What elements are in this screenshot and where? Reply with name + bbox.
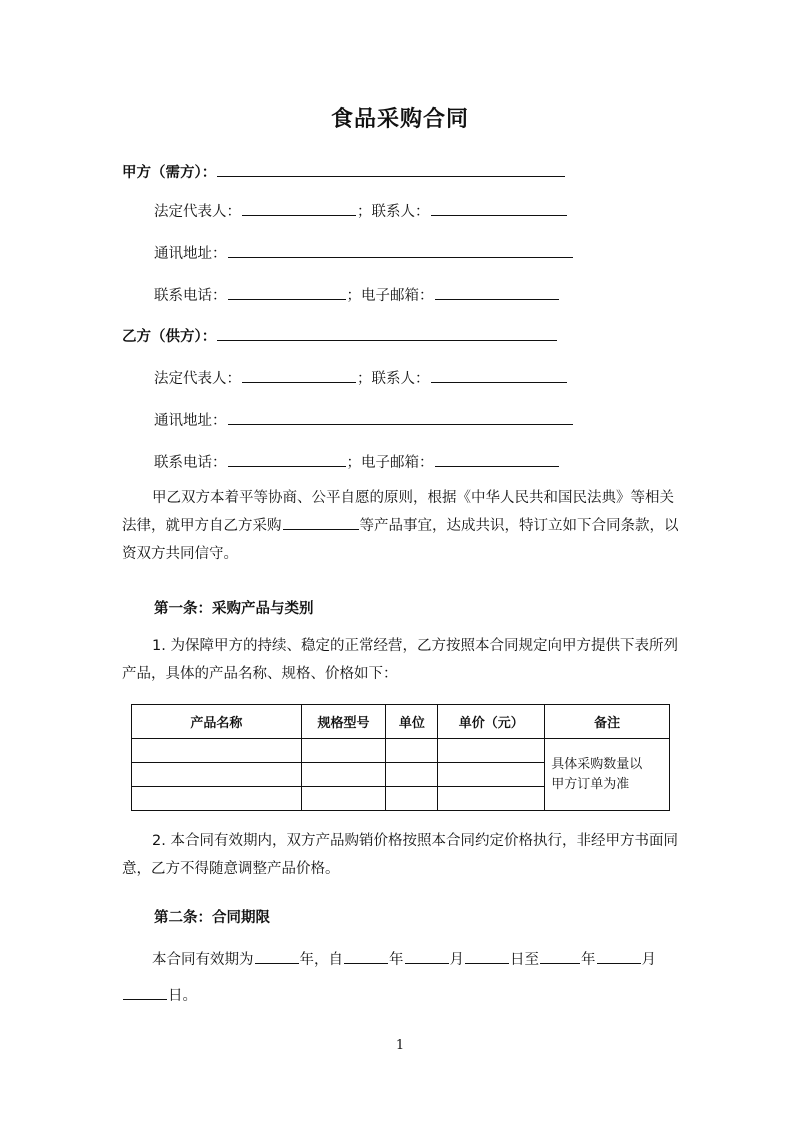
party-b-email-label: ；电子邮箱： bbox=[346, 455, 434, 471]
table-cell[interactable] bbox=[301, 739, 386, 763]
remarks-note-line2: 甲方订单为准 bbox=[551, 776, 630, 792]
party-b-name-blank[interactable] bbox=[217, 326, 557, 341]
header-unit: 单位 bbox=[386, 705, 438, 739]
table-cell[interactable] bbox=[301, 787, 386, 811]
article1-clause1: 1. 为保障甲方的持续、稳定的正常经营，乙方按照本合同规定向甲方提供下表所列产品，具体的产品名称、规格、价格如下： bbox=[122, 638, 678, 682]
party-a-phone-blank[interactable] bbox=[228, 285, 346, 300]
header-remarks: 备注 bbox=[545, 705, 670, 739]
party-a-heading: 甲方（需方）： bbox=[122, 165, 217, 181]
term-text-e: 日至 bbox=[510, 952, 539, 968]
start-year-blank[interactable] bbox=[344, 949, 388, 964]
party-b-phone-line bbox=[154, 451, 560, 472]
party-b-phone-blank[interactable] bbox=[228, 452, 346, 467]
header-spec-model: 规格型号 bbox=[301, 705, 386, 739]
article1-clause2: 2. 本合同有效期内，双方产品购销价格按照本合同约定价格执行，非经甲方书面同意，乙方不得随意调整产品价格。 bbox=[122, 833, 678, 877]
product-name-blank[interactable] bbox=[283, 515, 359, 530]
start-month-blank[interactable] bbox=[405, 949, 449, 964]
intro-text-part1: 甲乙双方本着平等协商、公平自愿的原则，根据《中华人民共和国民法典》等相关法律，就甲方自乙方采购 bbox=[122, 490, 674, 534]
table-cell[interactable] bbox=[386, 739, 438, 763]
table-cell[interactable] bbox=[132, 787, 302, 811]
start-day-blank[interactable] bbox=[465, 949, 509, 964]
term-text-f: 年 bbox=[581, 952, 596, 968]
document-title: 食品采购合同 bbox=[330, 107, 469, 132]
table-cell[interactable] bbox=[438, 763, 545, 787]
table-header-row bbox=[132, 705, 670, 739]
table-cell[interactable] bbox=[386, 763, 438, 787]
intro-paragraph bbox=[122, 484, 682, 568]
table-cell[interactable] bbox=[386, 787, 438, 811]
party-b-contact-label: ；联系人： bbox=[357, 371, 430, 387]
table-cell[interactable] bbox=[132, 763, 302, 787]
party-b-email-blank[interactable] bbox=[435, 452, 559, 467]
party-a-legal-rep-label: 法定代表人： bbox=[154, 204, 241, 220]
term-years-blank[interactable] bbox=[255, 949, 299, 964]
article2-term-paragraph bbox=[122, 942, 682, 1014]
party-a-address-label: 通讯地址： bbox=[154, 246, 227, 262]
party-a-phone-label: 联系电话： bbox=[154, 288, 227, 304]
term-text-c: 年 bbox=[389, 952, 404, 968]
remarks-note-line1: 具体采购数量以 bbox=[551, 756, 643, 772]
header-unit-price: 单价（元） bbox=[438, 705, 545, 739]
party-a-address-blank[interactable] bbox=[228, 243, 573, 258]
term-text-b: 年，自 bbox=[299, 952, 343, 968]
term-text-g: 月 bbox=[641, 952, 656, 968]
product-table bbox=[131, 704, 670, 811]
term-text-a: 本合同有效期为 bbox=[152, 952, 254, 968]
header-product-name: 产品名称 bbox=[132, 705, 302, 739]
end-year-blank[interactable] bbox=[540, 949, 580, 964]
party-a-email-label: ；电子邮箱： bbox=[346, 288, 434, 304]
party-a-legal-rep-blank[interactable] bbox=[242, 201, 356, 216]
party-b-legal-rep-label: 法定代表人： bbox=[154, 371, 241, 387]
party-b-heading: 乙方（供方）： bbox=[122, 329, 217, 345]
party-a-rep-line bbox=[154, 200, 568, 221]
party-b-contact-blank[interactable] bbox=[431, 368, 567, 383]
party-b-rep-line bbox=[154, 367, 568, 388]
table-cell[interactable] bbox=[132, 739, 302, 763]
party-b-address-blank[interactable] bbox=[228, 410, 573, 425]
party-a-address-line bbox=[154, 242, 574, 263]
term-text-d: 月 bbox=[449, 952, 464, 968]
party-b-heading-line bbox=[122, 325, 558, 346]
end-day-blank[interactable] bbox=[123, 985, 167, 1000]
table-cell[interactable] bbox=[438, 739, 545, 763]
party-a-contact-blank[interactable] bbox=[431, 201, 567, 216]
party-b-phone-label: 联系电话： bbox=[154, 455, 227, 471]
table-row bbox=[132, 739, 670, 763]
end-month-blank[interactable] bbox=[597, 949, 641, 964]
table-cell[interactable] bbox=[301, 763, 386, 787]
page-number: 1 bbox=[395, 1038, 405, 1053]
party-a-email-blank[interactable] bbox=[435, 285, 559, 300]
intro-text-part2: 等产品事宜，达成共识，特订立如下合同条款，以资双方共同信守。 bbox=[122, 518, 679, 562]
article2-heading: 第二条：合同期限 bbox=[154, 910, 270, 926]
article1-heading: 第一条：采购产品与类别 bbox=[154, 601, 314, 617]
party-b-legal-rep-blank[interactable] bbox=[242, 368, 356, 383]
term-text-h: 日。 bbox=[168, 988, 197, 1004]
party-a-contact-label: ；联系人： bbox=[357, 204, 430, 220]
party-a-heading-line bbox=[122, 161, 566, 182]
party-b-address-label: 通讯地址： bbox=[154, 413, 227, 429]
remarks-note-cell bbox=[545, 739, 670, 811]
party-a-phone-line bbox=[154, 284, 560, 305]
party-a-name-blank[interactable] bbox=[217, 162, 565, 177]
table-cell[interactable] bbox=[438, 787, 545, 811]
party-b-address-line bbox=[154, 409, 574, 430]
